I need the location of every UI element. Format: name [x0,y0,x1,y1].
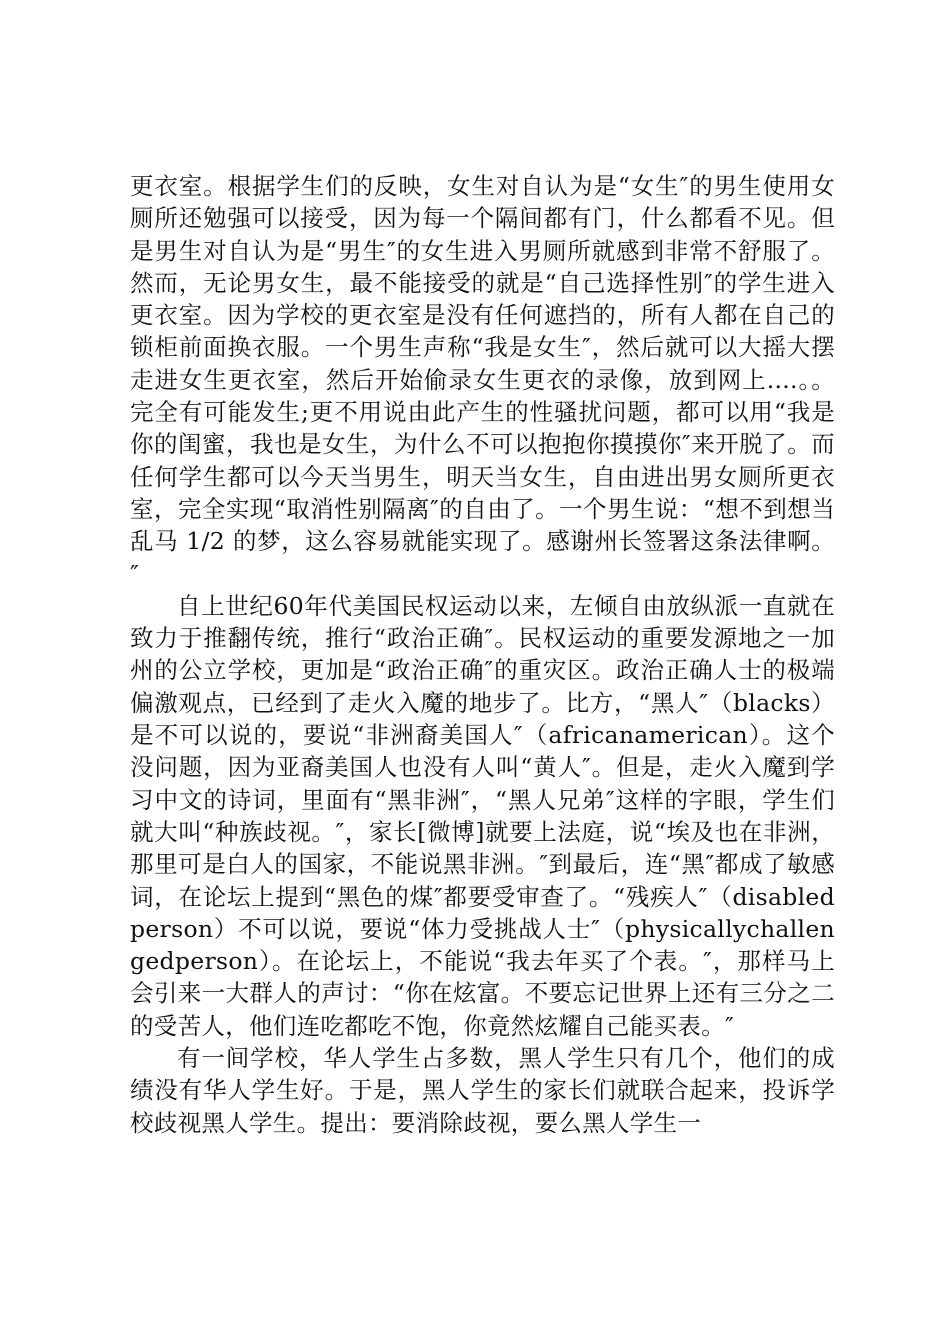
paragraph-3: 有一间学校，华人学生占多数，黑人学生只有几个，他们的成绩没有华人学生好。于是，黑人学生的家长们就联合起来，投诉学校歧视黑人学生。提出：要消除歧视，要么黑人学生一 [130,1044,835,1137]
paragraph-2: 自上世纪60年代美国民权运动以来，左倾自由放纵派一直就在致力于推翻传统，推行“政治正确″。民权运动的重要发源地之一加州的公立学校，更加是“政治正确″的重灾区。政治正确人士的极端偏激观点，已经到了走火入魔的地步了。比方，“黑人″（blacks）是不可以说的，要说“非洲裔美国人″（africanamerican）。这个没问题，因为亚裔美国人也没有人叫“黄人″。但是，走火入魔到学习中文的诗词，里面有“黑非洲″，“黑人兄弟″这样的字眼，学生们就大叫“种族歧视。″，家长[微博]就要上法庭，说“埃及也在非洲，那里可是白人的国家，不能说黑非洲。″到最后，连“黑″都成了敏感词，在论坛上提到“黑色的煤″都要受审查了。“残疾人″（disabledperson）不可以说，要说“体力受挑战人士″（physicallychallengedperson）。在论坛上，不能说“我去年买了个表。″，那样马上会引来一大群人的声讨：“你在炫富。不要忘记世界上还有三分之二的受苦人，他们连吃都吃不饱，你竟然炫耀自己能买表。″ [130,591,835,1040]
document-page [130,170,835,1139]
paragraph-1: 更衣室。根据学生们的反映，女生对自认为是“女生″的男生使用女厕所还勉强可以接受，因为每一个隔间都有门，什么都看不见。但是男生对自认为是“男生″的女生进入男厕所就感到非常不舒服了。然而，无论男女生，最不能接受的就是“自己选择性别″的学生进入更衣室。因为学校的更衣室是没有任何遮挡的，所有人都在自己的锁柜前面换衣服。一个男生声称“我是女生″，然后就可以大摇大摆走进女生更衣室，然后开始偷录女生更衣的录像，放到网上....。。完全有可能发生;更不用说由此产生的性骚扰问题，都可以用“我是你的闺蜜，我也是女生，为什么不可以抱抱你摸摸你″来开脱了。而任何学生都可以今天当男生，明天当女生，自由进出男女厕所更衣室，完全实现“取消性别隔离″的自由了。一个男生说：“想不到想当乱马 1/2 的梦，这么容易就能实现了。感谢州长签署这条法律啊。″ [130,172,835,588]
